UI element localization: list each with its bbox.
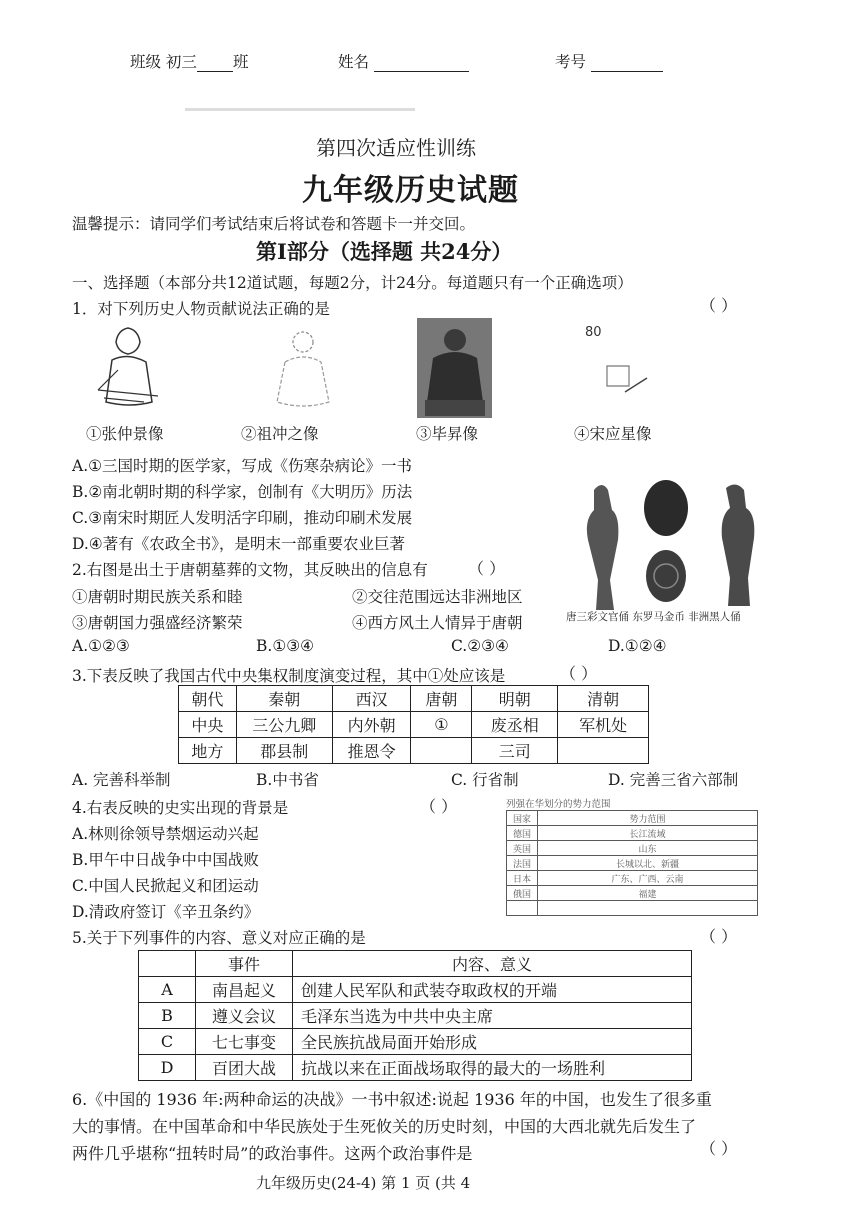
table-row (507, 856, 758, 871)
zu-chongzhi-portrait (265, 322, 340, 412)
table-cell (411, 738, 472, 764)
table-cell: 英国 (507, 841, 538, 856)
zhang-zhongjing-portrait (88, 320, 168, 415)
table-cell: 日本 (507, 871, 538, 886)
table-row (179, 738, 649, 764)
q4-table-title: 列强在华划分的势力范围 (506, 799, 611, 810)
table-cell: 广东、广西、云南 (538, 871, 758, 886)
q3-option-b[interactable]: B.中书省 (256, 771, 319, 789)
q6-line-2: 大的事情。在中国革命和中华民族处于生死攸关的历史时刻，中国的大西北就先后发生了 (72, 1117, 697, 1136)
table-cell: 山东 (538, 841, 758, 856)
table-cell: 废丞相 (472, 712, 558, 738)
table-cell (538, 901, 758, 916)
scan-noise (185, 108, 415, 111)
q2-option-a[interactable]: A.①②③ (72, 637, 130, 655)
table-cell: 毛泽东当选为中共中央主席 (293, 1003, 692, 1029)
class-label: 班级 初三 班 (130, 53, 249, 71)
name-label: 姓名 (338, 50, 469, 72)
q1-answer-paren[interactable]: （ ） (700, 296, 738, 315)
table-cell: 福建 (538, 886, 758, 901)
table-cell: 朝代 (179, 686, 237, 712)
sub-title: 第四次适应性训练 (316, 136, 476, 160)
table-row (179, 712, 649, 738)
table-cell: 三司 (472, 738, 558, 764)
q1-option-c[interactable]: C.③南宋时期匠人发明活字印刷，推动印刷术发展 (72, 509, 413, 527)
q4-option-a[interactable]: A.林则徐领导禁烟运动兴起 (72, 825, 259, 843)
table-cell: 南昌起义 (196, 977, 293, 1003)
q2-answer-paren[interactable]: （ ） (468, 559, 506, 578)
table-row (507, 811, 758, 826)
q1-option-a[interactable]: A.①三国时期的医学家，写成《伤寒杂病论》一书 (72, 457, 413, 475)
q4-table (506, 810, 758, 916)
table-cell (507, 901, 538, 916)
table-row (139, 951, 692, 977)
q3-option-c[interactable]: C. 行省制 (451, 771, 519, 789)
q4-option-b[interactable]: B.甲午中日战争中中国战败 (72, 851, 259, 869)
q4-answer-paren[interactable]: （ ） (420, 797, 458, 816)
q4-option-d[interactable]: D.清政府签订《辛丑条约》 (72, 903, 260, 921)
table-cell: 内外朝 (332, 712, 411, 738)
table-row (507, 886, 758, 901)
table-cell (139, 951, 196, 977)
table-cell: 地方 (179, 738, 237, 764)
table-cell: 内容、意义 (293, 951, 692, 977)
table-cell: 抗战以来在正面战场取得的最大的一场胜利 (293, 1055, 692, 1081)
table-cell: C (139, 1029, 196, 1055)
q3-option-d[interactable]: D. 完善三省六部制 (608, 771, 739, 789)
page-footer: 九年级历史(24-4) 第 1 页 (共 4 (256, 1174, 471, 1192)
table-cell: 长城以北、新疆 (538, 856, 758, 871)
table-row (139, 1003, 692, 1029)
table-cell: 西汉 (332, 686, 411, 712)
table-cell: 事件 (196, 951, 293, 977)
table-cell: 百团大战 (196, 1055, 293, 1081)
table-cell: 明朝 (472, 686, 558, 712)
table-cell: 唐朝 (411, 686, 472, 712)
table-row (139, 977, 692, 1003)
table-cell: 遵义会议 (196, 1003, 293, 1029)
table-row (507, 901, 758, 916)
part-title: 第Ⅰ部分（选择题 共24分） (256, 239, 513, 264)
q3-stem: 3.下表反映了我国古代中央集权制度演变过程，其中①处应该是 (72, 667, 506, 685)
exam-no-label: 考号 (555, 50, 663, 72)
table-cell: 推恩令 (332, 738, 411, 764)
q1-caption-4: ④宋应星像 (574, 425, 652, 443)
table-row (507, 871, 758, 886)
q2-item-2: ②交往范围远达非洲地区 (352, 588, 523, 606)
q2-item-1: ①唐朝时期民族关系和睦 (72, 588, 243, 606)
q2-option-c[interactable]: C.②③④ (451, 637, 509, 655)
q2-image-caption: 唐三彩文官俑 东罗马金币 非洲黑人俑 (566, 611, 741, 623)
table-cell: 军机处 (558, 712, 649, 738)
q2-option-d[interactable]: D.①②④ (608, 637, 667, 655)
section-title: 一、选择题（本部分共12道试题，每题2分，计24分。每道题只有一个正确选项） (72, 274, 633, 292)
name-blank[interactable] (374, 53, 469, 72)
q4-option-c[interactable]: C.中国人民掀起义和团运动 (72, 877, 259, 895)
exam-no-blank[interactable] (591, 53, 663, 72)
table-row (179, 686, 649, 712)
q2-stem: 2.右图是出土于唐朝墓葬的文物，其反映出的信息有 (72, 561, 428, 579)
notice: 温馨提示：请同学们考试结束后将试卷和答题卡一并交回。 (72, 215, 476, 233)
q5-answer-paren[interactable]: （ ） (700, 927, 738, 946)
table-cell: 秦朝 (236, 686, 332, 712)
bi-sheng-statue (417, 318, 492, 418)
table-cell: 全民族抗战局面开始形成 (293, 1029, 692, 1055)
table-cell: A (139, 977, 196, 1003)
q6-line-1: 6.《中国的 1936 年:两种命运的决战》一书中叙述:说起 1936 年的中国，也发生了很多重 (72, 1090, 712, 1109)
q1-option-b[interactable]: B.②南北朝时期的科学家，创制有《大明历》历法 (72, 483, 413, 501)
table-cell: 中央 (179, 712, 237, 738)
q1-caption-2: ②祖冲之像 (241, 425, 319, 443)
corner-number: 80 (585, 325, 602, 340)
class-blank[interactable] (197, 53, 233, 72)
q1-caption-3: ③毕昇像 (416, 425, 479, 443)
table-cell: 法国 (507, 856, 538, 871)
q1-option-d[interactable]: D.④著有《农政全书》，是明末一部重要农业巨著 (72, 535, 405, 553)
q3-option-a[interactable]: A. 完善科举制 (72, 771, 171, 789)
table-cell: 势力范围 (538, 811, 758, 826)
table-cell (558, 738, 649, 764)
table-cell: B (139, 1003, 196, 1029)
q6-line-3: 两件几乎堪称“扭转时局”的政治事件。这两个政治事件是 (72, 1144, 473, 1163)
table-cell: 德国 (507, 826, 538, 841)
table-cell: 三公九卿 (236, 712, 332, 738)
table-row (507, 826, 758, 841)
q1-stem: 1．对下列历史人物贡献说法正确的是 (72, 300, 330, 318)
q4-stem: 4.右表反映的史实出现的背景是 (72, 799, 289, 817)
q3-answer-paren[interactable]: （ ） (560, 664, 598, 683)
table-cell: 七七事变 (196, 1029, 293, 1055)
table-cell: 清朝 (558, 686, 649, 712)
q2-item-3: ③唐朝国力强盛经济繁荣 (72, 614, 243, 632)
q6-answer-paren[interactable]: （ ） (700, 1139, 738, 1158)
table-cell: 国家 (507, 811, 538, 826)
table-row (507, 841, 758, 856)
tang-artifacts-image (566, 470, 766, 628)
q5-table (138, 950, 692, 1081)
table-row (139, 1055, 692, 1081)
song-yingxing-portrait (585, 322, 655, 412)
table-cell: D (139, 1055, 196, 1081)
table-cell: 郡县制 (236, 738, 332, 764)
q1-caption-1: ①张仲景像 (86, 425, 164, 443)
table-cell: 创建人民军队和武装夺取政权的开端 (293, 977, 692, 1003)
table-row (139, 1029, 692, 1055)
q2-item-4: ④西方风土人情异于唐朝 (352, 614, 523, 632)
page-title: 九年级历史试题 (302, 173, 519, 208)
q5-stem: 5.关于下列事件的内容、意义对应正确的是 (72, 929, 366, 947)
table-cell: ① (411, 712, 472, 738)
q3-table (178, 685, 649, 764)
table-cell: 长江流域 (538, 826, 758, 841)
table-cell: 俄国 (507, 886, 538, 901)
q2-option-b[interactable]: B.①③④ (256, 637, 315, 655)
